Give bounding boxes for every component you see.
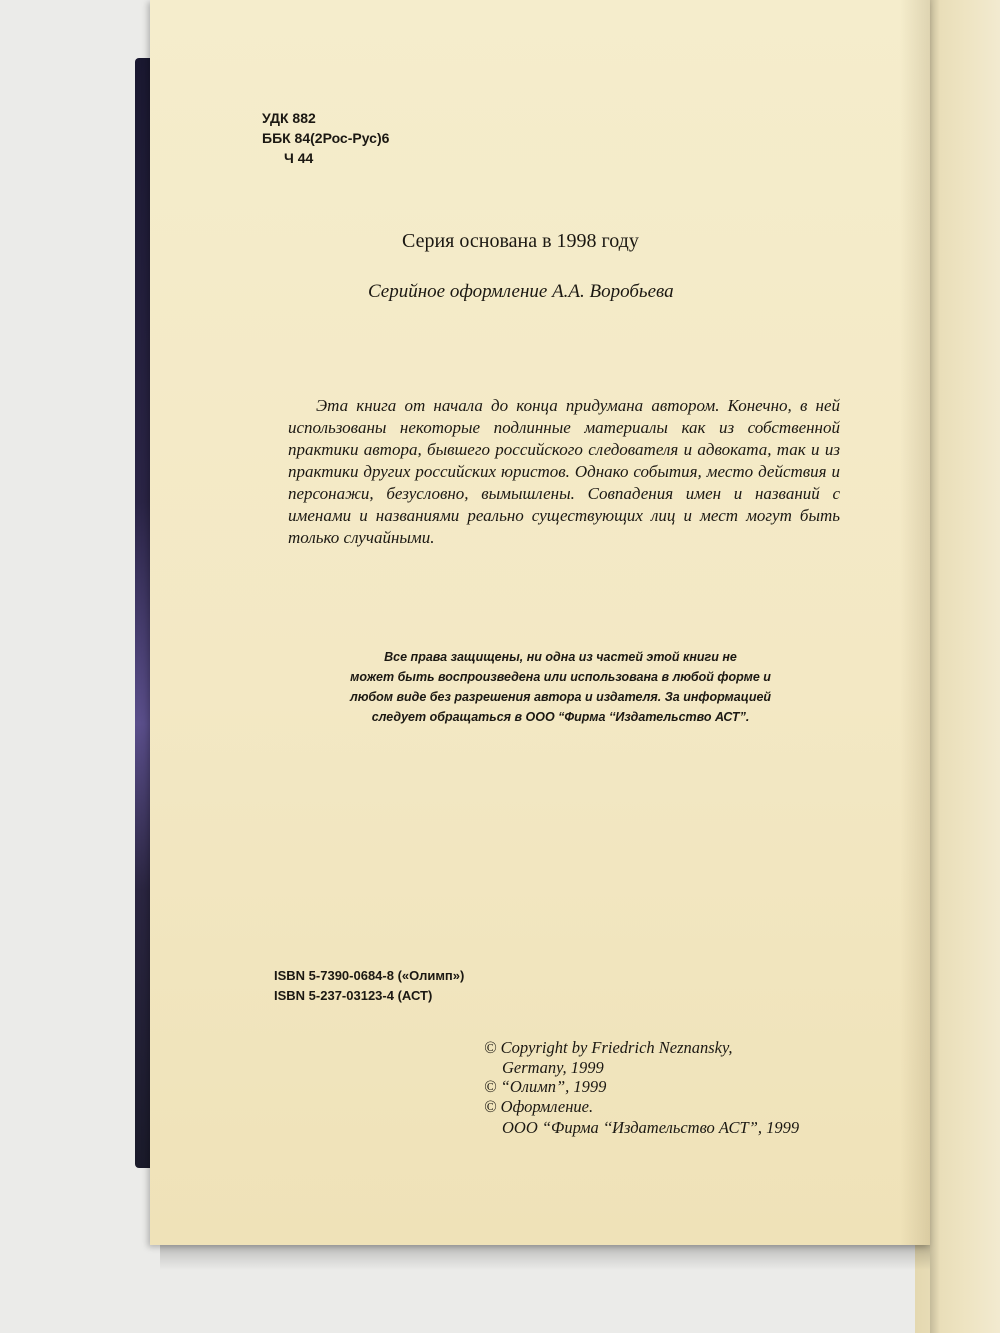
rights-line: может быть воспроизведена или использована в любой форме и	[350, 670, 771, 684]
series-founded: Серия основана в 1998 году	[402, 230, 639, 252]
copyright-design: © Оформление.	[484, 1097, 594, 1116]
gutter-shadow	[930, 0, 940, 1333]
rights-line: Все права защищены, ни одна из частей этой книги не	[384, 650, 737, 664]
copyright-olimp: © “Олимп”, 1999	[484, 1077, 607, 1096]
isbn-olimp: ISBN 5-7390-0684-8 («Олимп»)	[274, 968, 465, 983]
page-bottom-shadow	[160, 1245, 930, 1270]
rights-line: следует обращаться в ООО “Фирма ‘‘Издательство АСТ”.	[371, 710, 750, 724]
rights-line: любом виде без разрешения автора и издателя. За информацией	[349, 690, 772, 704]
isbn-ast: ISBN 5-237-03123-4 (АСТ)	[274, 988, 433, 1003]
disclaimer-text: Эта книга от начала до конца придумана автором. Конечно, в ней использованы некоторые подлинные материалы как из собственной практики автора, бывшего российского следователя и адвоката, так и из практики других российских юристов. Однако события, место действия и персонажи, безусловно, вымышлены. Совпадения имен и названий с именами и названиями реально существующих лиц и мест могут быть только случайными.	[288, 396, 840, 547]
fiction-disclaimer	[288, 395, 840, 549]
bbk-code: ББК 84(2Рос-Рус)6	[262, 130, 390, 146]
copyright-author: © Copyright by Friedrich Neznansky,	[484, 1038, 733, 1057]
copyright-country: Germany, 1999	[502, 1058, 604, 1077]
copyright-publisher: ООО “Фирма ‘‘Издательство АСТ”, 1999	[502, 1118, 800, 1137]
series-design-credit: Серийное оформление А.А. Воробьева	[368, 281, 674, 302]
udk-code: УДК 882	[262, 110, 316, 126]
rights-notice	[288, 647, 833, 727]
author-mark: Ч 44	[284, 150, 314, 166]
